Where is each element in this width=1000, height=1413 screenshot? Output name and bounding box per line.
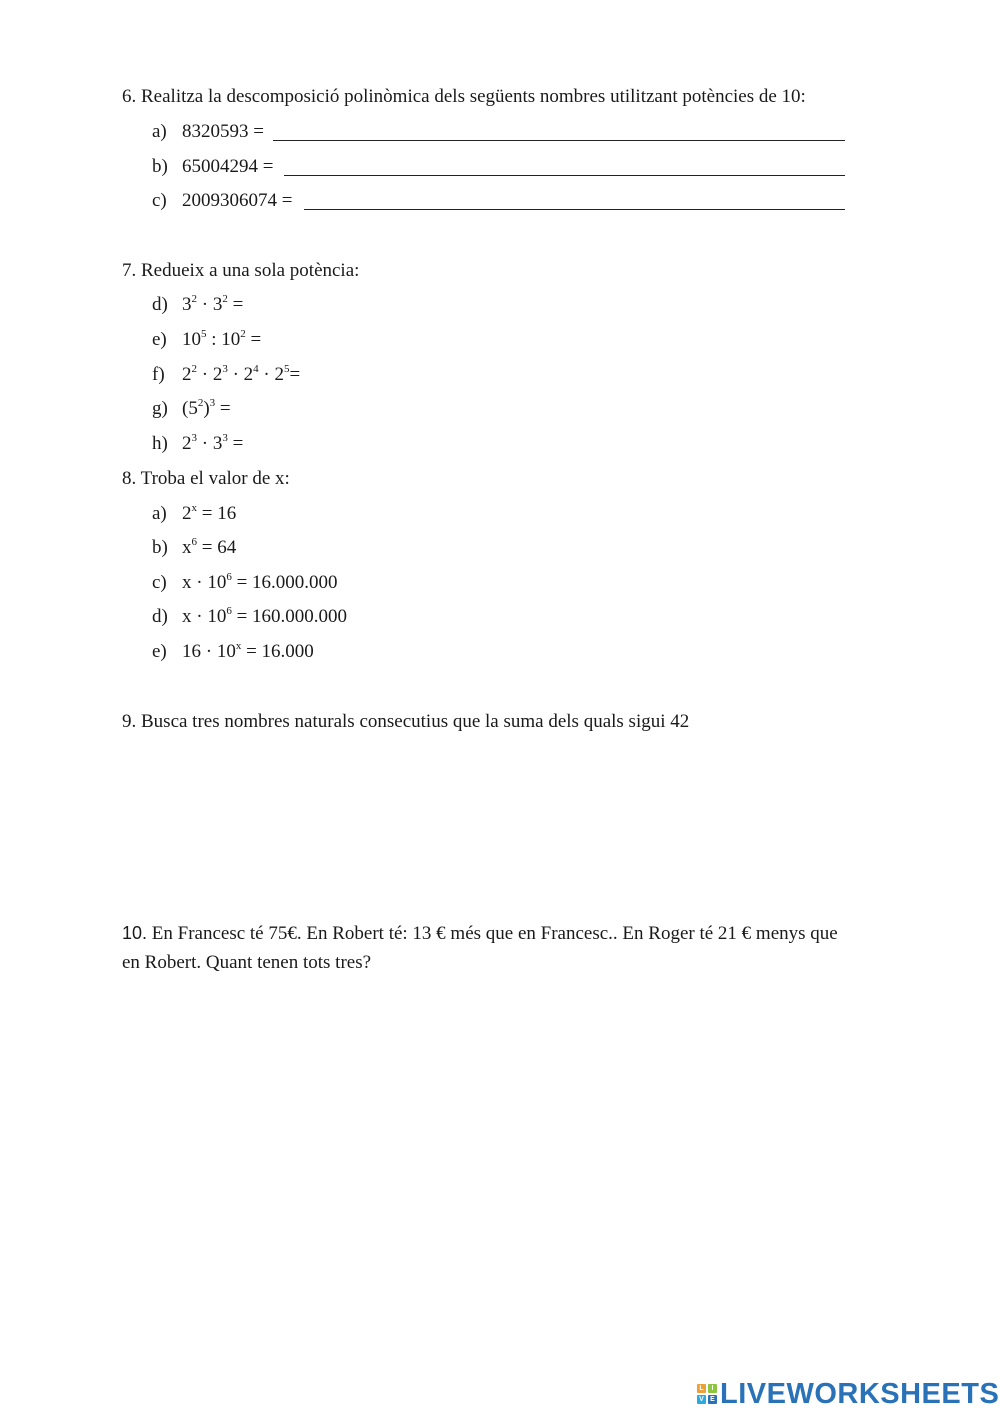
- q6-a-answer-line[interactable]: [273, 140, 845, 141]
- q8-d-label: d): [152, 606, 168, 627]
- q8-d-expr: $x \cdot 10^6 = 160.000.000$: [182, 605, 348, 627]
- q7-h-label: h): [152, 433, 168, 454]
- q10-statement: [122, 919, 852, 977]
- q10-number: 10.: [122, 923, 148, 943]
- q8-a-expr: $2^x = 16$: [182, 502, 237, 524]
- q8-e-expr: $16 \cdot 10^x = 16.000$: [182, 640, 314, 662]
- q6-c-label: c): [152, 190, 167, 211]
- q7-d-label: d): [152, 294, 168, 315]
- q7-e-expr: $10^5$ : $10^2$ =: [182, 328, 262, 350]
- q8-b-label: b): [152, 537, 168, 558]
- logo-mark-icon: L I V E: [697, 1384, 717, 1404]
- q8-b-expr: $x^6 = 64$: [182, 536, 237, 558]
- q6-c-answer-line[interactable]: [304, 209, 845, 210]
- q8-c-label: c): [152, 572, 167, 593]
- q6-b-answer-line[interactable]: [284, 175, 845, 176]
- q8-a-label: a): [152, 503, 167, 524]
- q6-a-expr: 8320593 =: [182, 121, 264, 142]
- q8-title: 8. Troba el valor de x:: [122, 468, 290, 489]
- q9-title: 9. Busca tres nombres naturals consecutius que la suma dels quals sigui 42: [122, 711, 690, 732]
- q8-e-label: e): [152, 641, 167, 662]
- q7-h-expr: $2^3 \cdot 3^3$ =: [182, 432, 244, 454]
- brand-name: LIVEWORKSHEETS: [720, 1377, 1000, 1410]
- q7-title: 7. Redueix a una sola potència:: [122, 260, 360, 281]
- q7-g-expr: $(5^2)^3$ =: [182, 397, 231, 419]
- q10-text: En Francesc té 75€. En Robert té: 13 € més que en Francesc.. En Roger té 21 € menys que en Robert. Quant tenen tots tres?: [122, 923, 838, 973]
- q6-title: 6. Realitza la descomposició polinòmica dels següents nombres utilitzant potències de 10:: [122, 86, 806, 107]
- q7-d-expr: $3^2 \cdot 3^2$ =: [182, 293, 244, 315]
- q7-f-expr: $2^2 \cdot 2^3 \cdot 2^4 \cdot 2^5=$: [182, 363, 301, 385]
- q8-c-expr: $x \cdot 10^6 = 16.000.000$: [182, 571, 338, 593]
- liveworksheets-logo: [697, 1378, 999, 1410]
- q6-b-label: b): [152, 156, 168, 177]
- q6-b-expr: 65004294 =: [182, 156, 274, 177]
- q7-g-label: g): [152, 398, 168, 419]
- q6-a-label: a): [152, 121, 167, 142]
- q7-f-label: f): [152, 364, 165, 385]
- q6-c-expr: 2009306074 =: [182, 190, 293, 211]
- q7-e-label: e): [152, 329, 167, 350]
